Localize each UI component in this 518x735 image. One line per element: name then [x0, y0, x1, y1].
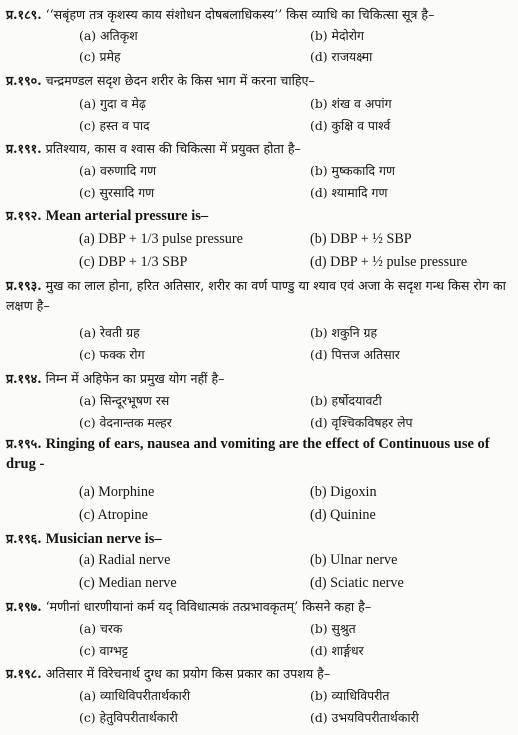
option-c: (c) वेदनान्तक मल्हर — [79, 415, 172, 430]
question-number: प्र.१९१. — [6, 141, 42, 156]
option-a: (a) चरक — [79, 621, 123, 636]
question-number: प्र.१९८. — [6, 666, 42, 681]
question-text: ‘मणीनां धारणीयानां कर्म यद् विविधात्मकं तत्प्रभावकृतम्’ किसने कहा है– — [45, 599, 372, 614]
question-text: प्रतिश्याय, कास व श्वास की चिकित्सा में प्रयुक्त होता है– — [45, 141, 301, 156]
question-text: अतिसार में विरेचनार्थ दुग्ध का प्रयोग किस प्रकार का उपशय है– — [45, 666, 331, 681]
question-stem — [6, 276, 514, 316]
option-d: (d) शार्ङ्गधर — [310, 643, 364, 658]
question-number: प्र.१९५. — [6, 436, 42, 451]
question-stem — [6, 434, 514, 474]
question-stem — [6, 205, 514, 227]
question-text: Musician nerve is– — [45, 531, 162, 547]
option-a: (a) सिन्दूरभूषण रस — [79, 393, 170, 408]
option-b: (b) शकुनि ग्रह — [310, 325, 378, 340]
option-b: (b) मेदोरोग — [310, 28, 364, 43]
option-d: (d) कुक्षि व पार्श्व — [310, 118, 391, 133]
option-b: (b) शंख व अपांग — [310, 96, 392, 111]
option-c: (c) DBP + 1/3 SBP — [79, 254, 188, 270]
question-number: प्र.१८९. — [6, 7, 42, 22]
option-d: (d) DBP + ½ pulse pressure — [310, 254, 468, 270]
question-stem — [6, 596, 514, 618]
option-d: (d) वृश्चिकविषहर लेप — [310, 415, 413, 430]
question-stem — [6, 70, 514, 92]
question-text: मुख का लाल होना, हरित अतिसार, शरीर का वर्ण पाण्डु या श्याव एवं अजा के सदृश गन्ध किस रोग का लक्षण है– — [6, 278, 506, 313]
question-text: निम्न में अहिफेन का प्रमुख योग नहीं है– — [45, 371, 225, 386]
question-stem — [6, 368, 514, 390]
option-a: (a) गुदा व मेढ़ — [79, 96, 146, 111]
question-number: प्र.१९३. — [6, 278, 42, 293]
question-number: प्र.१९२. — [6, 208, 42, 223]
option-a: (a) वरुणादि गण — [79, 163, 157, 178]
option-d: (d) Quinine — [310, 507, 376, 523]
option-c: (c) हेतुविपरीतार्थकारी — [79, 710, 178, 725]
option-b: (b) व्याधिविपरीत — [310, 688, 390, 703]
option-c: (c) फक्क रोग — [79, 347, 145, 362]
option-b: (b) सुश्रुत — [310, 621, 356, 636]
question-number: प्र.१९४. — [6, 371, 42, 386]
option-c: (c) हस्त व पाद — [79, 118, 150, 133]
option-a: (a) रेवती ग्रह — [79, 325, 140, 340]
option-d: (d) श्यामादि गण — [310, 185, 388, 200]
option-d: (d) उभयविपरीतार्थकारी — [310, 710, 419, 725]
option-d: (d) Sciatic nerve — [310, 575, 404, 591]
option-a: (a) Radial nerve — [79, 552, 171, 568]
option-b: (b) मुष्ककादि गण — [310, 163, 395, 178]
option-b: (b) DBP + ½ SBP — [310, 231, 412, 247]
option-d: (d) पित्तज अतिसार — [310, 347, 400, 362]
question-number: प्र.१९०. — [6, 73, 42, 88]
option-c: (c) Atropine — [79, 507, 148, 523]
option-b: (b) Ulnar nerve — [310, 552, 398, 568]
question-stem — [6, 4, 514, 26]
question-number: प्र.१९६. — [6, 531, 42, 546]
option-a: (a) अतिकृश — [79, 28, 138, 43]
option-b: (b) Digoxin — [310, 484, 377, 500]
question-stem — [6, 138, 514, 160]
option-a: (a) DBP + 1/3 pulse pressure — [79, 231, 243, 247]
question-text: ‘‘सबृंहण तत्र कृशस्य काय संशोधन दोषबलाधिकस्य’’ किस व्याधि का चिकित्सा सूत्र है– — [45, 7, 435, 22]
option-c: (c) प्रमेह — [79, 49, 121, 64]
option-b: (b) हर्षोदयावटी — [310, 393, 382, 408]
question-text: Ringing of ears, nausea and vomiting are the effect of Continuous use of drug - — [6, 436, 490, 472]
option-c: (c) सुरसादि गण — [79, 185, 155, 200]
option-d: (d) राजयक्ष्मा — [310, 49, 373, 64]
question-text: Mean arterial pressure is– — [45, 208, 209, 224]
option-a: (a) व्याधिविपरीतार्थकारी — [79, 688, 191, 703]
option-a: (a) Morphine — [79, 484, 155, 500]
option-c: (c) वाग्भट्ट — [79, 643, 128, 658]
question-stem — [6, 663, 514, 685]
question-text: चन्द्रमण्डल सदृश छेदन शरीर के किस भाग में करना चाहिए– — [45, 73, 315, 88]
question-stem — [6, 528, 514, 550]
question-number: प्र.१९७. — [6, 599, 42, 614]
option-c: (c) Median nerve — [79, 575, 177, 591]
